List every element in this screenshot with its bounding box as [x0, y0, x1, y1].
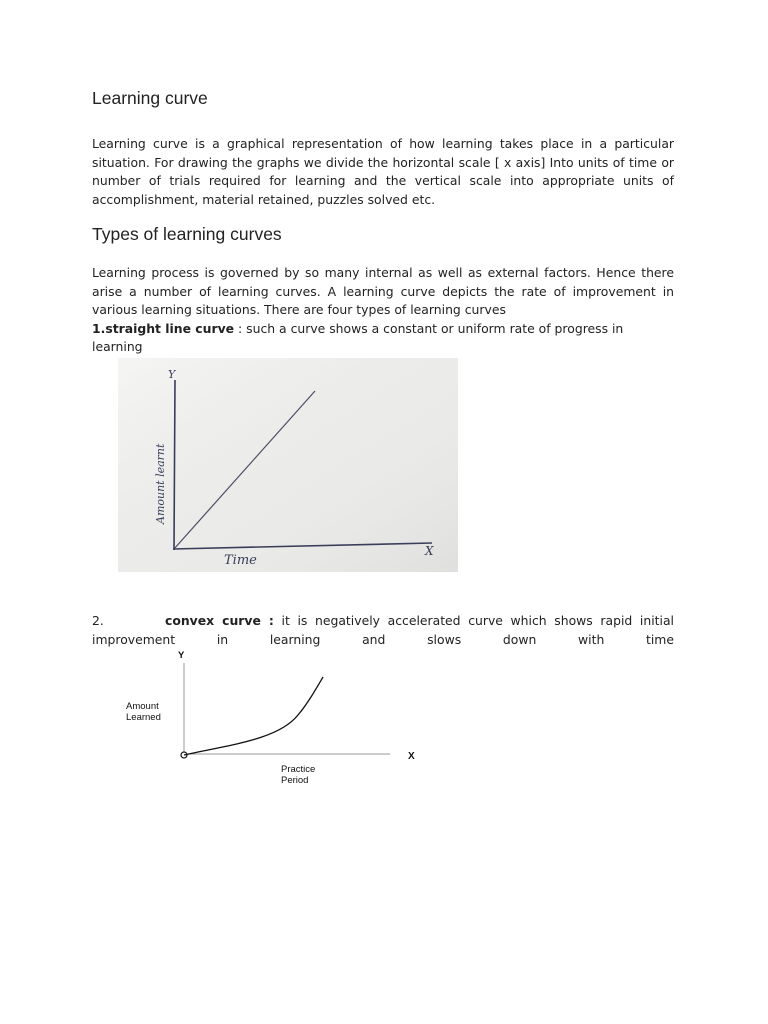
x-axis-letter: X: [408, 751, 415, 762]
item2-text: it is negatively accelerated curve which shows rapid initial improvement in learning and slows down with time: [92, 613, 674, 647]
item1-label: 1.straight line curve: [92, 320, 235, 336]
convex-curve: [184, 677, 323, 755]
y-axis-letter: Y: [168, 368, 176, 381]
types-paragraph: [92, 264, 674, 357]
x-axis-letter: X: [425, 544, 434, 558]
y-axis-label: Amount learnt: [154, 443, 167, 524]
item2-paragraph: [92, 612, 674, 649]
x-label-line2: Period: [281, 775, 309, 786]
paper-shading: [118, 358, 458, 572]
intro-paragraph: Learning curve is a graphical representation of how learning takes place in a particular situation. For drawing the graphs we divide the horizontal scale [ x axis] Into units of time or number of trials required for learning and the vertical scale into appropriate units of accomplishment, material retained, puzzles solved etc.: [92, 136, 674, 207]
y-axis-line: [174, 380, 175, 550]
x-label-line1: Practice: [281, 764, 316, 775]
y-label-line1: Amount: [126, 701, 159, 712]
types-intro-text: Learning process is governed by so many internal as well as external factors. Hence there arise a number of learning curves. A learning curve depicts the rate of improvement in various learning situations. There are four types of learning curves: [92, 265, 674, 317]
straight-line-curve-figure: [118, 358, 458, 572]
item1-text: : such a curve shows a constant or uniform rate of progress in learning: [92, 320, 624, 354]
x-axis-label: Time: [224, 553, 257, 568]
item2-label: convex curve :: [164, 613, 274, 628]
item2-line1: [92, 612, 674, 649]
convex-curve-figure: [118, 645, 428, 790]
item2-number: 2.: [92, 613, 104, 628]
y-label-line2: Learned: [126, 712, 161, 723]
section-heading-types: Types of learning curves: [92, 224, 282, 244]
straight-line-curve-svg: [118, 358, 458, 572]
y-axis-letter: Y: [178, 650, 185, 661]
page-title: Learning curve: [92, 88, 208, 108]
item1-line: [92, 320, 674, 357]
convex-curve-svg: [118, 645, 428, 790]
